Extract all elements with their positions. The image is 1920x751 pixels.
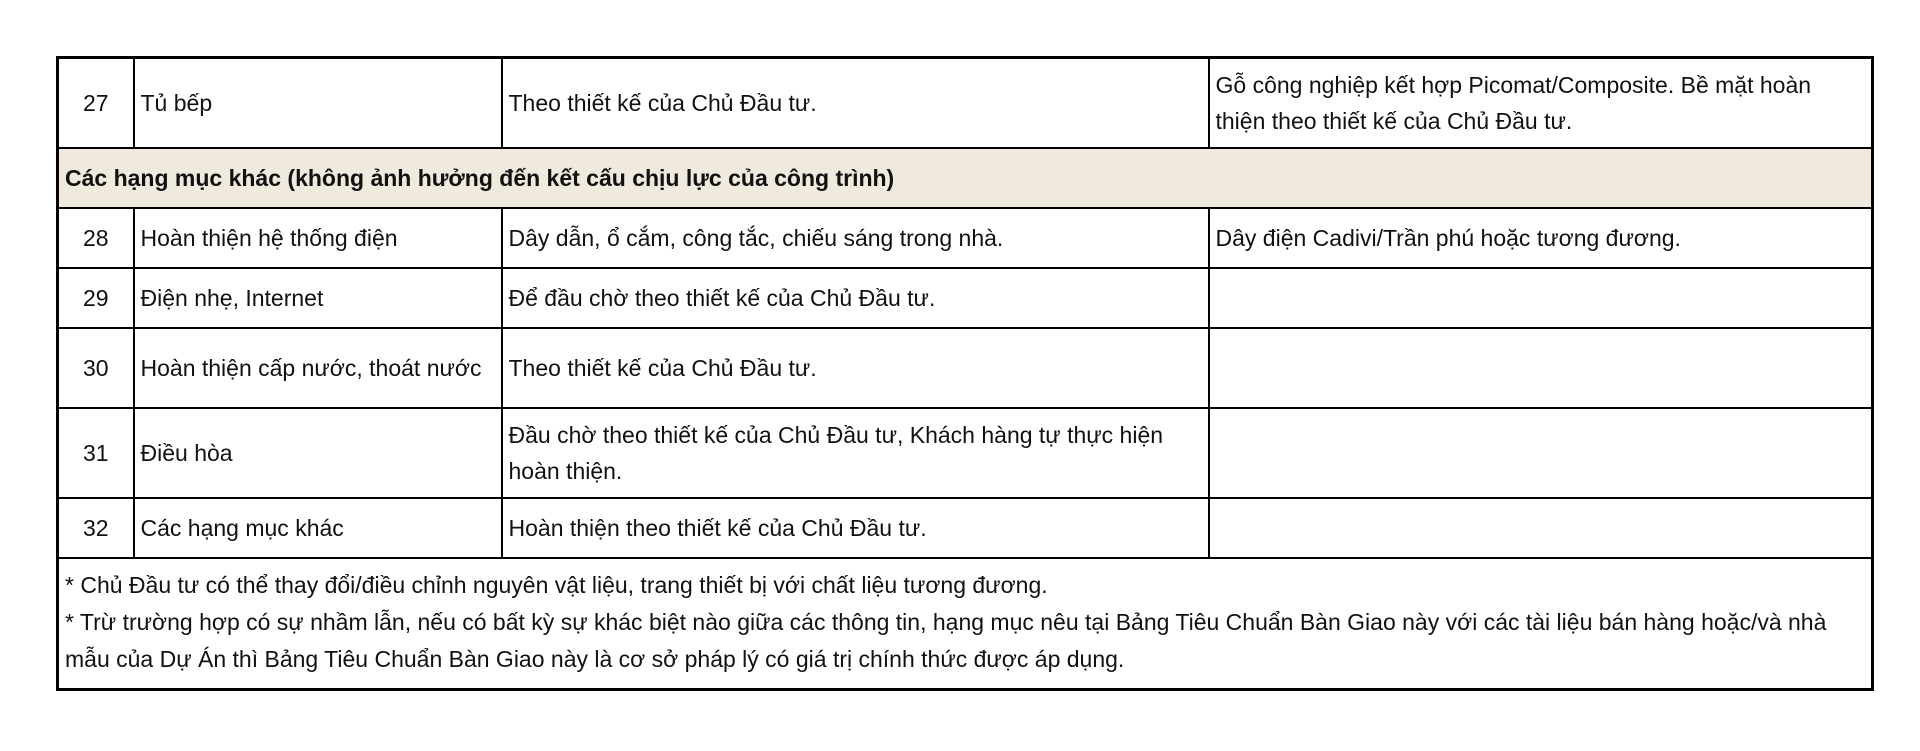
table-row: [58, 208, 1873, 268]
row-number: 28: [58, 208, 134, 268]
section-title: Các hạng mục khác (không ảnh hưởng đến kết cấu chịu lực của công trình): [58, 148, 1873, 208]
item-material: [1209, 498, 1873, 558]
row-number: 32: [58, 498, 134, 558]
row-number: 31: [58, 408, 134, 498]
item-name: Các hạng mục khác: [134, 498, 502, 558]
handover-standard-table: [56, 56, 1874, 691]
row-number: 27: [58, 58, 134, 149]
item-description: Theo thiết kế của Chủ Đầu tư.: [502, 328, 1209, 408]
item-description: Hoàn thiện theo thiết kế của Chủ Đầu tư.: [502, 498, 1209, 558]
notes-row: [58, 558, 1873, 690]
item-name: Hoàn thiện hệ thống điện: [134, 208, 502, 268]
table-row: [58, 408, 1873, 498]
item-description: Đầu chờ theo thiết kế của Chủ Đầu tư, Khách hàng tự thực hiện hoàn thiện.: [502, 408, 1209, 498]
item-description: Để đầu chờ theo thiết kế của Chủ Đầu tư.: [502, 268, 1209, 328]
table-row: [58, 268, 1873, 328]
item-name: Tủ bếp: [134, 58, 502, 149]
item-name: Điện nhẹ, Internet: [134, 268, 502, 328]
table-row: [58, 498, 1873, 558]
item-material: [1209, 408, 1873, 498]
handover-standard-document: [56, 56, 1871, 691]
section-header-row: [58, 148, 1873, 208]
note-text: * Trừ trường hợp có sự nhầm lẫn, nếu có bất kỳ sự khác biệt nào giữa các thông tin, hạng mục nêu tại Bảng Tiêu Chuẩn Bàn Giao này với các tài liệu bán hàng hoặc/và nhà mẫu của Dự Án thì Bảng Tiêu Chuẩn Bàn Giao này là cơ sở pháp lý có giá trị chính thức được áp dụng.: [65, 609, 1827, 672]
table-row: [58, 58, 1873, 149]
item-name: Hoàn thiện cấp nước, thoát nước: [134, 328, 502, 408]
row-number: 29: [58, 268, 134, 328]
row-number: 30: [58, 328, 134, 408]
item-description: Dây dẫn, ổ cắm, công tắc, chiếu sáng trong nhà.: [502, 208, 1209, 268]
item-material: [1209, 268, 1873, 328]
notes-cell: [58, 558, 1873, 690]
item-material: Gỗ công nghiệp kết hợp Picomat/Composite. Bề mặt hoàn thiện theo thiết kế của Chủ Đầu tư.: [1209, 58, 1873, 149]
note-text: * Chủ Đầu tư có thể thay đổi/điều chỉnh nguyên vật liệu, trang thiết bị với chất liệu tương đương.: [65, 572, 1048, 598]
item-description: Theo thiết kế của Chủ Đầu tư.: [502, 58, 1209, 149]
item-name: Điều hòa: [134, 408, 502, 498]
table-row: [58, 328, 1873, 408]
item-material: Dây điện Cadivi/Trần phú hoặc tương đương.: [1209, 208, 1873, 268]
item-material: [1209, 328, 1873, 408]
